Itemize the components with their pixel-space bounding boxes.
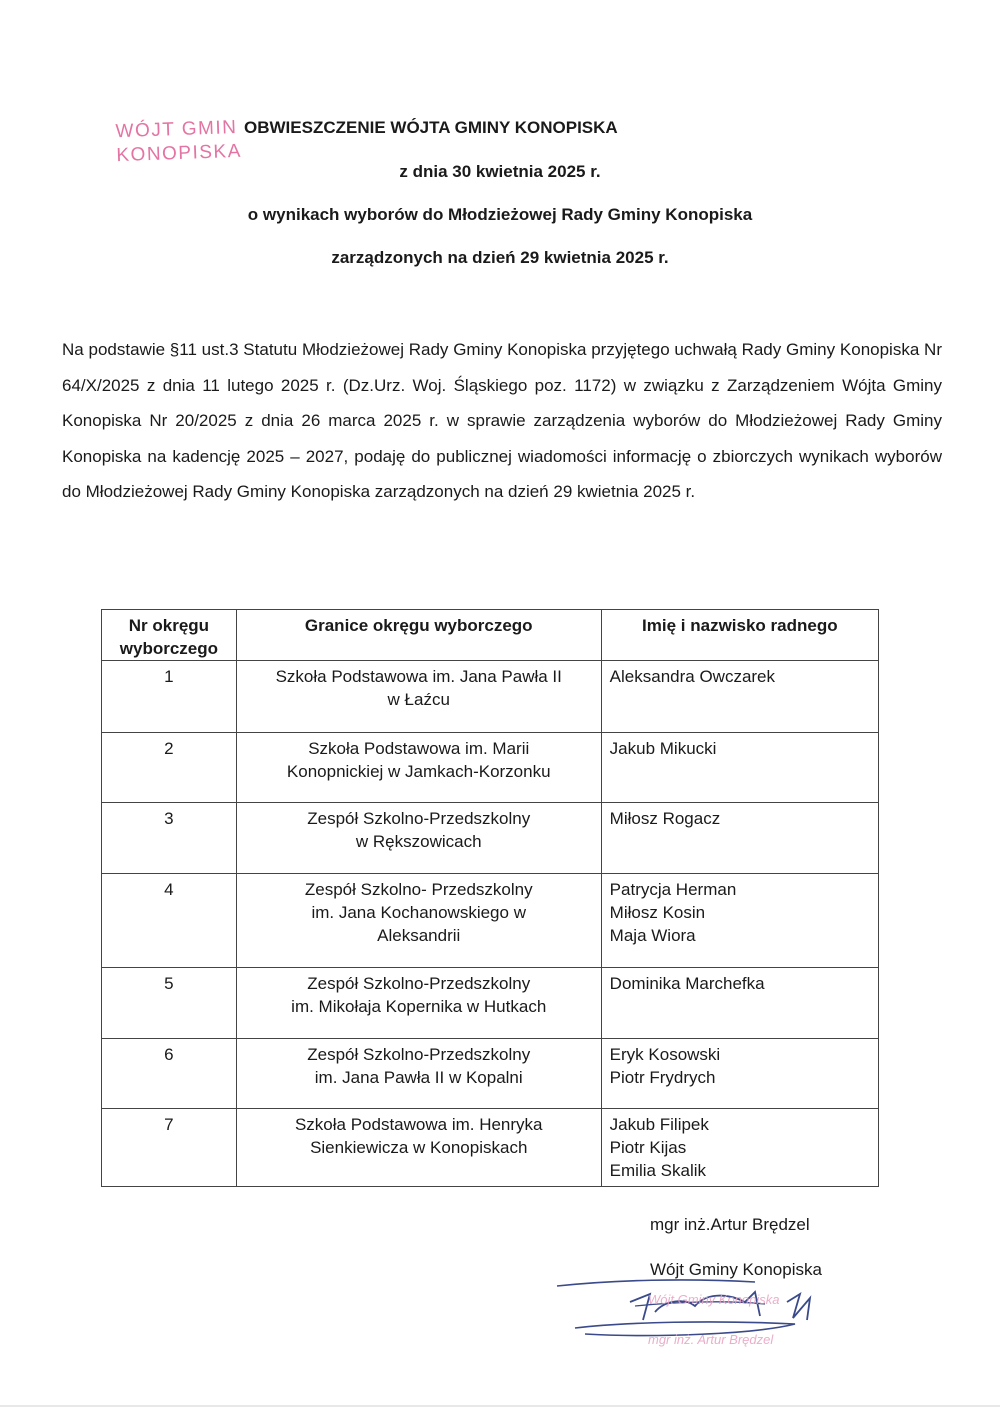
councillor-name: Piotr Kijas: [609, 1138, 687, 1157]
table-row: [102, 874, 879, 968]
councillor-names: [601, 874, 878, 968]
district-number: 3: [102, 803, 237, 874]
header-district-boundaries: Granice okręgu wyborczego: [236, 610, 601, 661]
district-boundaries: [236, 1109, 601, 1187]
table-body: [102, 661, 879, 1187]
stamp-line-2: KONOPISKA: [116, 140, 243, 167]
councillor-name: Miłosz Rogacz: [609, 809, 721, 828]
district-number: 7: [102, 1109, 237, 1187]
signatory-name: mgr inż.Artur Brędzel: [650, 1215, 810, 1234]
district-boundaries: [236, 733, 601, 803]
document-date: z dnia 30 kwietnia 2025 r.: [399, 162, 601, 181]
table-row: [102, 661, 879, 733]
table-row: [102, 733, 879, 803]
councillor-names: [601, 733, 878, 803]
district-boundaries: [236, 661, 601, 733]
district-number: 2: [102, 733, 237, 803]
table-header-row: [102, 610, 879, 661]
councillor-names: [601, 1039, 878, 1109]
councillor-name: Maja Wiora: [609, 926, 696, 945]
district-boundary-line: Zespół Szkolno-Przedszkolny: [307, 1045, 531, 1064]
document-subject: o wynikach wyborów do Młodzieżowej Rady Gminy Konopiska: [247, 205, 753, 224]
district-boundaries: [236, 874, 601, 968]
document-title: OBWIESZCZENIE WÓJTA GMINY KONOPISKA: [244, 118, 618, 137]
header-district-number: Nr okręgu wyborczego: [102, 610, 237, 661]
district-boundary-line: Zespół Szkolno-Przedszkolny: [307, 974, 531, 993]
councillor-name: Miłosz Kosin: [609, 903, 706, 922]
table-row: [102, 1039, 879, 1109]
districts-table: [101, 609, 879, 1187]
councillor-name: Aleksandra Owczarek: [609, 667, 776, 686]
district-boundary-line: Szkoła Podstawowa im. Jana Pawła II: [275, 667, 562, 686]
district-number: 6: [102, 1039, 237, 1109]
councillor-name: Eryk Kosowski: [609, 1045, 721, 1064]
councillor-name: Dominika Marchefka: [609, 974, 765, 993]
district-boundaries: [236, 803, 601, 874]
district-boundary-line: w Łaźcu: [387, 690, 450, 709]
page-bottom-border: [0, 1405, 1000, 1407]
district-boundary-line: Zespół Szkolno- Przedszkolny: [304, 880, 533, 899]
district-boundary-line: im. Jana Kochanowskiego w: [311, 903, 526, 922]
councillor-name: Patrycja Herman: [609, 880, 737, 899]
signature-stamp: [648, 1280, 780, 1360]
document-subject-date: zarządzonych na dzień 29 kwietnia 2025 r.: [331, 248, 669, 267]
councillor-names: [601, 1109, 878, 1187]
district-boundary-line: im. Mikołaja Kopernika w Hutkach: [291, 997, 547, 1016]
table-row: [102, 803, 879, 874]
stamp-line-1: WÓJT GMIN: [115, 116, 238, 143]
councillor-names: [601, 803, 878, 874]
district-number: 5: [102, 968, 237, 1039]
official-stamp: [115, 116, 242, 168]
district-boundary-line: Aleksandrii: [377, 926, 461, 945]
councillor-name: Jakub Filipek: [609, 1115, 709, 1134]
body-paragraph: Na podstawie §11 ust.3 Statutu Młodzieżowej Rady Gminy Konopiska przyjętego uchwałą Rady Gminy Konopiska Nr 64/X/2025 z dnia 11 lutego 2025 r. (Dz.Urz. Woj. Śląskiego poz. 1172) w związku z Zarządzeniem Wójta Gminy Konopiska Nr 20/2025 z dnia 26 marca 2025 r. w sprawie zarządzenia wyborów do Młodzieżowej Rady Gminy Konopiska na kadencję 2025 – 2027, podaję do publicznej wiadomości informację o zbiorczych wynikach wyborów do Młodzieżowej Rady Gminy Konopiska zarządzonych na dzień 29 kwietnia 2025 r.: [62, 340, 942, 501]
district-boundary-line: im. Jana Pawła II w Kopalni: [314, 1068, 523, 1087]
district-boundaries: [236, 968, 601, 1039]
district-boundary-line: Zespół Szkolno-Przedszkolny: [307, 809, 531, 828]
councillor-name: Jakub Mikucki: [609, 739, 717, 758]
district-boundary-line: Sienkiewicza w Konopiskach: [310, 1138, 528, 1157]
signature-stamp-line-2: mgr inż. Artur Brędzel: [648, 1332, 774, 1347]
table-row: [102, 968, 879, 1039]
district-boundaries: [236, 1039, 601, 1109]
district-number: 1: [102, 661, 237, 733]
councillor-names: [601, 661, 878, 733]
table-row: [102, 1109, 879, 1187]
district-boundary-line: Konopnickiej w Jamkach-Korzonku: [286, 762, 551, 781]
signature-stamp-line-1: Wójt Gminy Konopiska: [648, 1292, 780, 1307]
header-councillor-names: Imię i nazwisko radnego: [601, 610, 878, 661]
district-number: 4: [102, 874, 237, 968]
district-boundary-line: w Rększowicach: [355, 832, 482, 851]
signatory-role: Wójt Gminy Konopiska: [650, 1260, 822, 1279]
district-boundary-line: Szkoła Podstawowa im. Henryka: [294, 1115, 543, 1134]
councillor-name: Piotr Frydrych: [609, 1068, 716, 1087]
district-boundary-line: Szkoła Podstawowa im. Marii: [308, 739, 530, 758]
councillor-names: [601, 968, 878, 1039]
councillor-name: Emilia Skalik: [609, 1161, 707, 1180]
